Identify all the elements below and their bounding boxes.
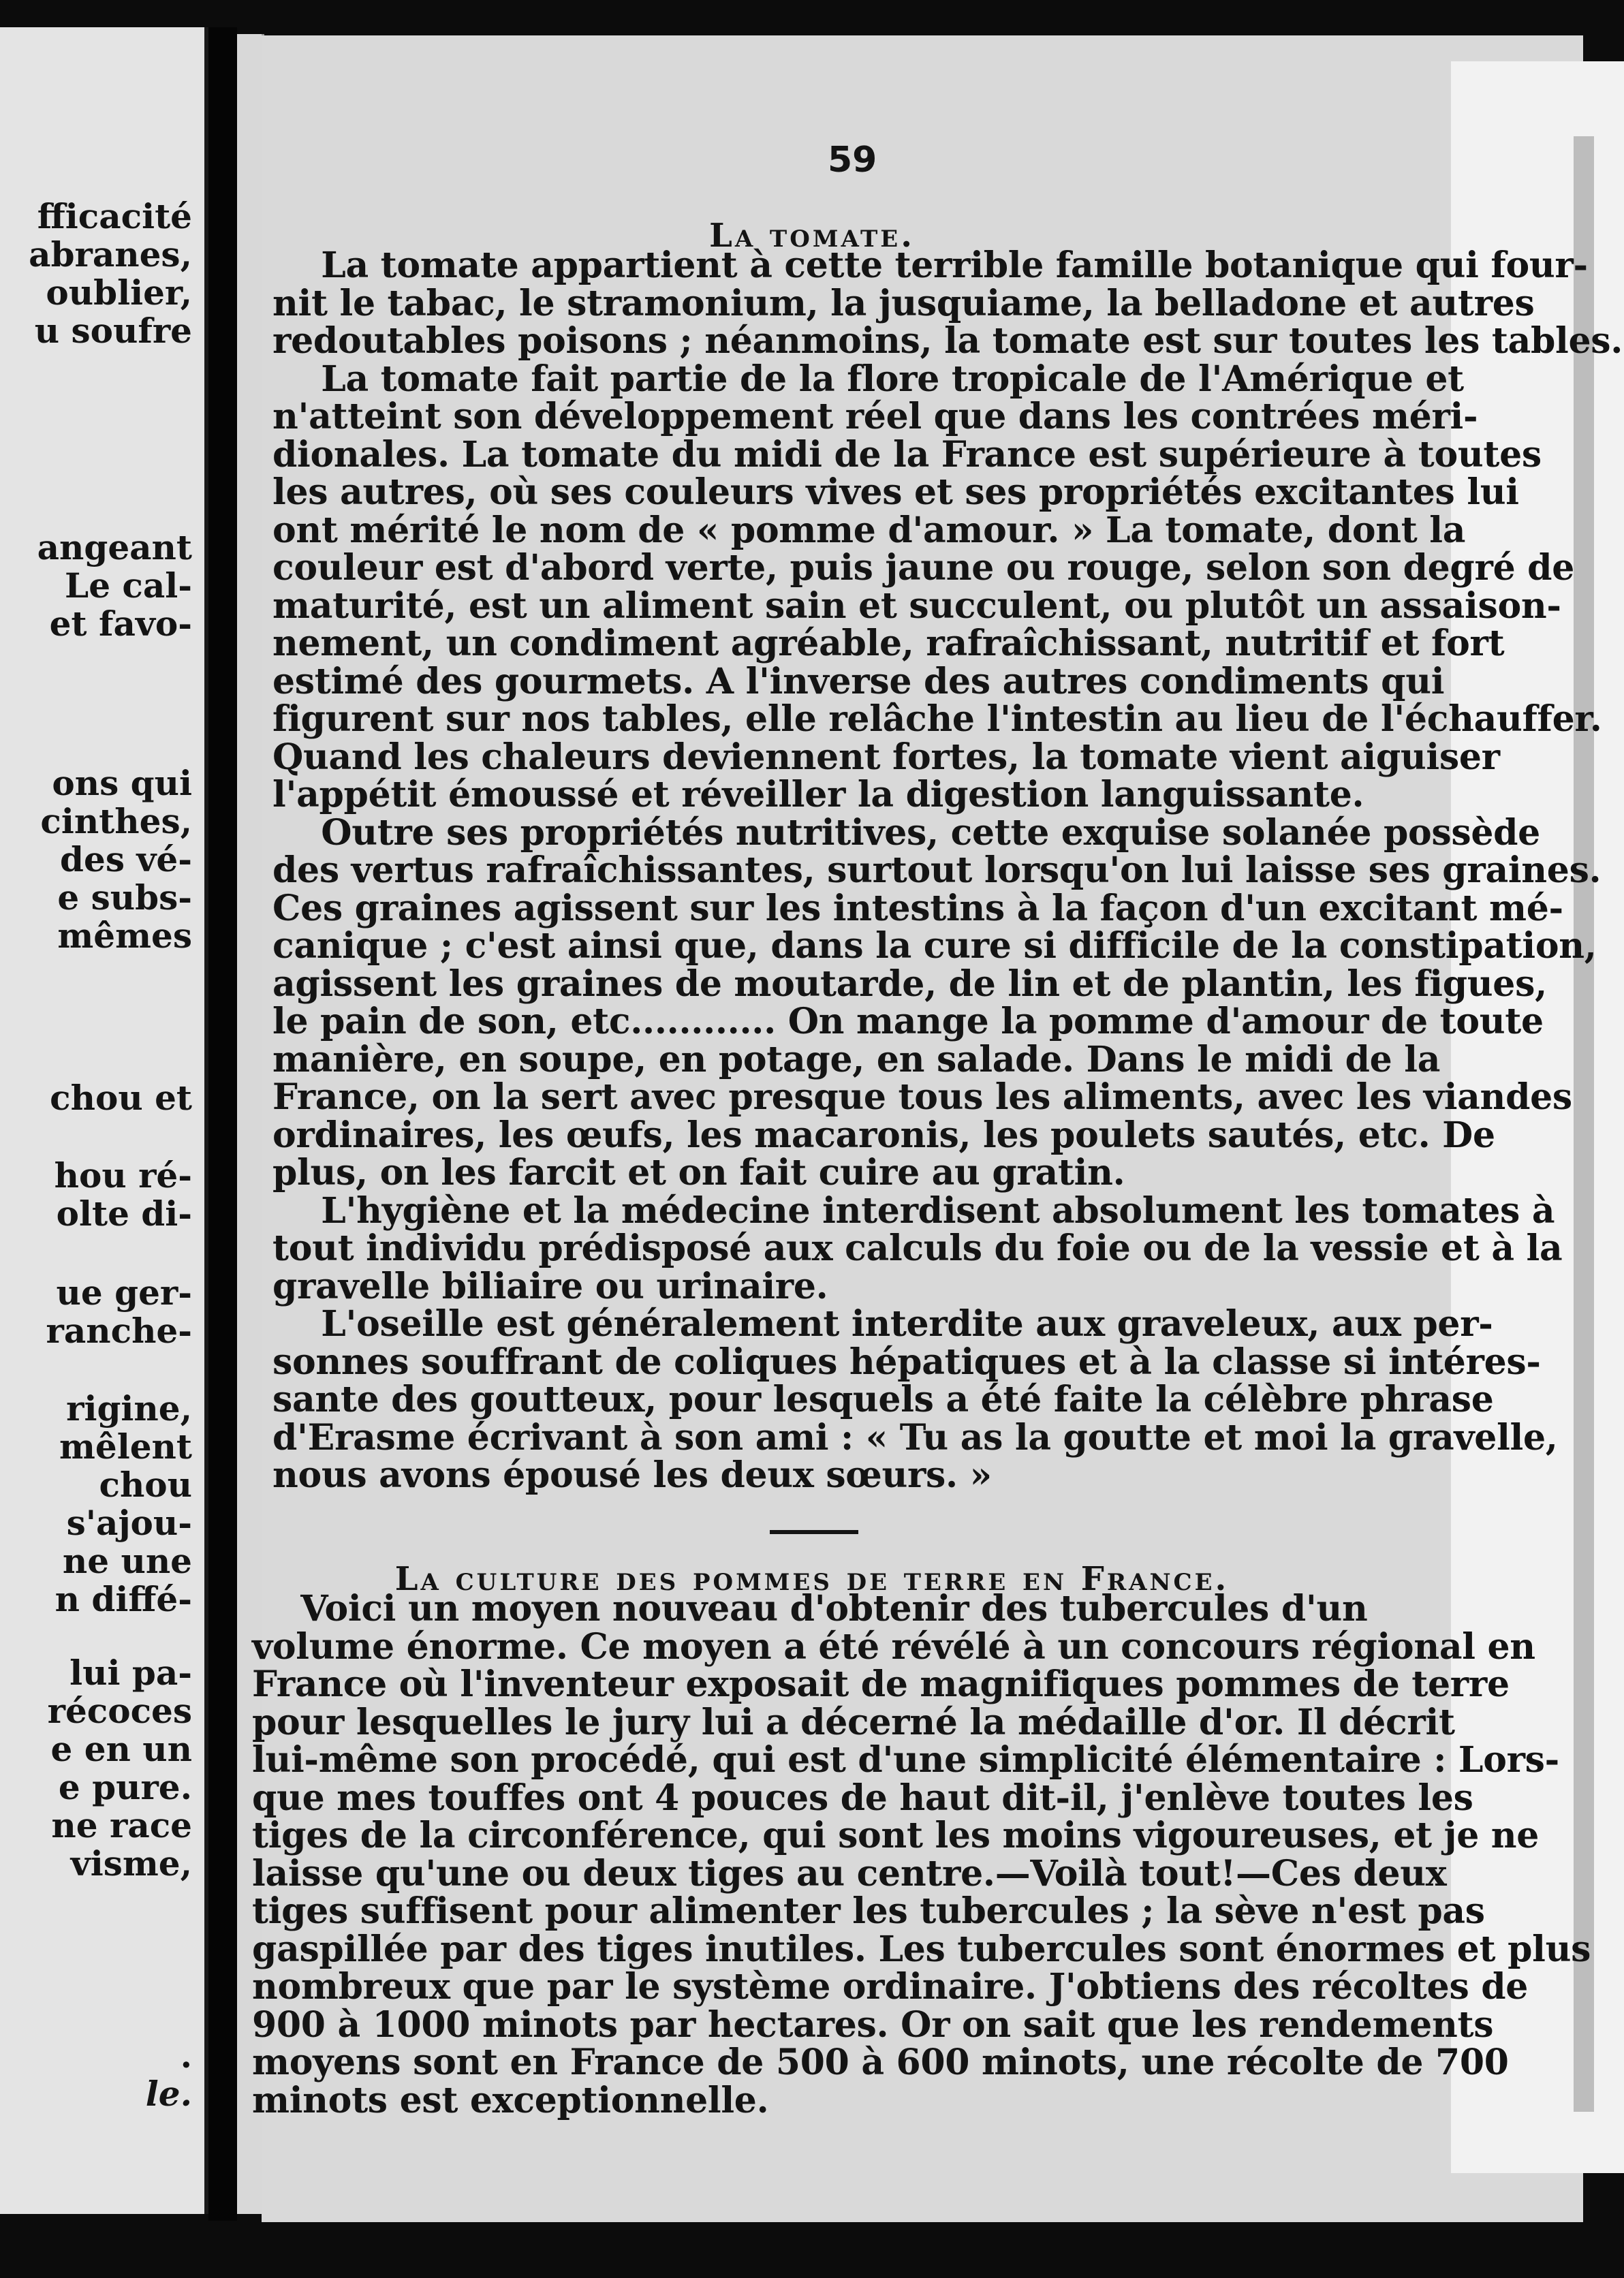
text-line: que mes touffes ont 4 pouces de haut dit-il, j'enlève toutes les [252, 1777, 1473, 1819]
left-page-line: ne une [62, 1541, 192, 1581]
left-page-line: cinthes, [40, 801, 192, 841]
text-line: nement, un condiment agréable, rafraîchissant, nutritif et fort [272, 623, 1505, 664]
left-page-line: fficacité [37, 196, 192, 236]
section-heading-culture: La culture des pommes de terre en France. [394, 1560, 1230, 1598]
left-page-fragment [0, 27, 208, 2214]
left-page-line: . [180, 2035, 192, 2076]
binding-gutter [208, 27, 237, 2221]
text-line: n'atteint son développement réel que dans les contrées méri- [272, 396, 1478, 437]
section-divider [770, 1530, 858, 1534]
left-page-line: chou et [50, 1078, 192, 1118]
text-line: La tomate appartient à cette terrible famille botanique qui four- [272, 245, 1588, 286]
text-line: France, on la sert avec presque tous les aliments, avec les viandes [272, 1076, 1572, 1118]
text-line: dionales. La tomate du midi de la France est supérieure à toutes [272, 433, 1542, 475]
left-page-line: et favo- [49, 604, 192, 644]
text-line: les autres, où ses couleurs vives et ses propriétés excitantes lui [272, 471, 1519, 513]
text-line: Outre ses propriétés nutritives, cette exquise solanée possède [272, 811, 1540, 854]
text-line: manière, en soupe, en potage, en salade. Dans le midi de la [272, 1038, 1441, 1080]
text-line: 900 à 1000 minots par hectares. Or on sait que les rendements [252, 2003, 1494, 2046]
left-page-line: olte di- [56, 1193, 192, 1234]
text-line: tout individu prédisposé aux calculs du foie ou de la vessie et à la [272, 1228, 1563, 1269]
left-page-line: chou [99, 1465, 192, 1505]
text-line: minots est exceptionnelle. [252, 2079, 769, 2121]
text-line: gravelle biliaire ou urinaire. [272, 1265, 828, 1307]
text-line: redoutables poisons ; néanmoins, la tomate est sur toutes les tables. [272, 320, 1623, 362]
section-heading-tomate: La tomate. [709, 217, 915, 255]
text-line: volume énorme. Ce moyen a été révélé à un concours régional en [252, 1625, 1535, 1668]
left-page-line: ons qui [52, 763, 192, 803]
left-page-line: lui pa- [69, 1653, 192, 1693]
text-line: L'oseille est généralement interdite aux graveleux, aux per- [272, 1303, 1493, 1345]
left-page-line: oublier, [46, 272, 192, 313]
text-line: laisse qu'une ou deux tiges au centre.—Voilà tout!—Ces deux [252, 1852, 1447, 1894]
text-line: nombreux que par le système ordinaire. J'obtiens des récoltes de [252, 1966, 1529, 2008]
left-page-line: e pure. [58, 1767, 192, 1807]
text-line: lui-même son procédé, qui est d'une simplicité élémentaire : Lors- [252, 1739, 1559, 1781]
text-line: ont mérité le nom de « pomme d'amour. » La tomate, dont la [272, 509, 1466, 551]
left-page-line: n diffé- [54, 1579, 192, 1619]
text-line: agissent les graines de moutarde, de lin et de plantin, les figues, [272, 963, 1547, 1005]
left-page-line: angeant [37, 527, 192, 567]
text-line: plus, on les farcit et on fait cuire au gratin. [272, 1152, 1125, 1193]
text-line: nit le tabac, le stramonium, la jusquiame, la belladone et autres [272, 282, 1535, 324]
left-page-line: e subs- [57, 877, 192, 918]
text-line: sante des goutteux, pour lesquels a été faite la célèbre phrase [272, 1379, 1494, 1420]
text-line: le pain de son, etc............ On mange la pomme d'amour de toute [272, 1001, 1544, 1042]
left-page-line: mêmes [57, 916, 192, 956]
left-page-line: hou ré- [54, 1155, 192, 1196]
left-page-line: récoces [47, 1691, 192, 1731]
page-number: 59 [828, 140, 877, 181]
text-line: d'Erasme écrivant à son ami : « Tu as la goutte et moi la gravelle, [272, 1416, 1558, 1458]
left-page-line: visme, [70, 1843, 192, 1884]
text-line: figurent sur nos tables, elle relâche l'intestin au lieu de l'échauffer. [272, 698, 1602, 740]
left-page-line: ranche- [46, 1311, 192, 1351]
left-page-line: le. [145, 2074, 192, 2114]
left-page-line: s'ajou- [66, 1503, 192, 1543]
left-page-line: e en un [50, 1729, 192, 1769]
text-line: Quand les chaleurs deviennent fortes, la tomate vient aiguiser [272, 736, 1500, 778]
text-line: France où l'inventeur exposait de magnifiques pommes de terre [252, 1664, 1510, 1705]
text-line: nous avons épousé les deux sœurs. » [272, 1454, 992, 1496]
text-line: tiges de la circonférence, qui sont les moins vigoureuses, et je ne [252, 1815, 1540, 1856]
text-line: l'appétit émoussé et réveiller la digestion languissante. [272, 774, 1364, 815]
text-line: L'hygiène et la médecine interdisent absolument les tomates à [272, 1189, 1555, 1232]
text-line: estimé des gourmets. A l'inverse des autres condiments qui [272, 660, 1445, 702]
left-page-line: ne race [51, 1805, 192, 1845]
text-line: gaspillée par des tiges inutiles. Les tubercules sont énormes et plus [252, 1928, 1591, 1970]
text-line: couleur est d'abord verte, puis jaune ou rouge, selon son degré de [272, 547, 1575, 589]
text-line: Voici un moyen nouveau d'obtenir des tubercules d'un [252, 1588, 1368, 1629]
text-line: tiges suffisent pour alimenter les tubercules ; la sève n'est pas [252, 1890, 1485, 1932]
left-page-line: Le cal- [65, 565, 192, 606]
text-line: La tomate fait partie de la flore tropicale de l'Amérique et [272, 358, 1464, 400]
text-line: canique ; c'est ainsi que, dans la cure si difficile de la constipation, [272, 925, 1597, 967]
left-page-line: mêlent [59, 1426, 192, 1467]
text-line: Ces graines agissent sur les intestins à la façon d'un excitant mé- [272, 887, 1563, 929]
text-line: moyens sont en France de 500 à 600 minots, une récolte de 700 [252, 2042, 1509, 2083]
left-page-line: des vé- [60, 839, 192, 879]
left-page-line: u soufre [34, 311, 192, 351]
text-line: des vertus rafraîchissantes, surtout lorsqu'on lui laisse ses graines. [272, 849, 1602, 891]
left-page-line: ue ger- [56, 1273, 192, 1313]
text-line: ordinaires, les œufs, les macaronis, les poulets sautés, etc. De [272, 1114, 1495, 1156]
left-page-line: rigine, [66, 1388, 192, 1429]
left-page-line: abranes, [29, 234, 192, 275]
article-culture [252, 1590, 1591, 2119]
text-line: maturité, est un aliment sain et succulent, ou plutôt un assaison- [272, 584, 1561, 627]
text-line: pour lesquelles le jury lui a décerné la médaille d'or. Il décrit [252, 1701, 1455, 1743]
article-tomate [272, 247, 1623, 1495]
text-line: sonnes souffrant de coliques hépatiques et à la classe si intéres- [272, 1341, 1541, 1383]
